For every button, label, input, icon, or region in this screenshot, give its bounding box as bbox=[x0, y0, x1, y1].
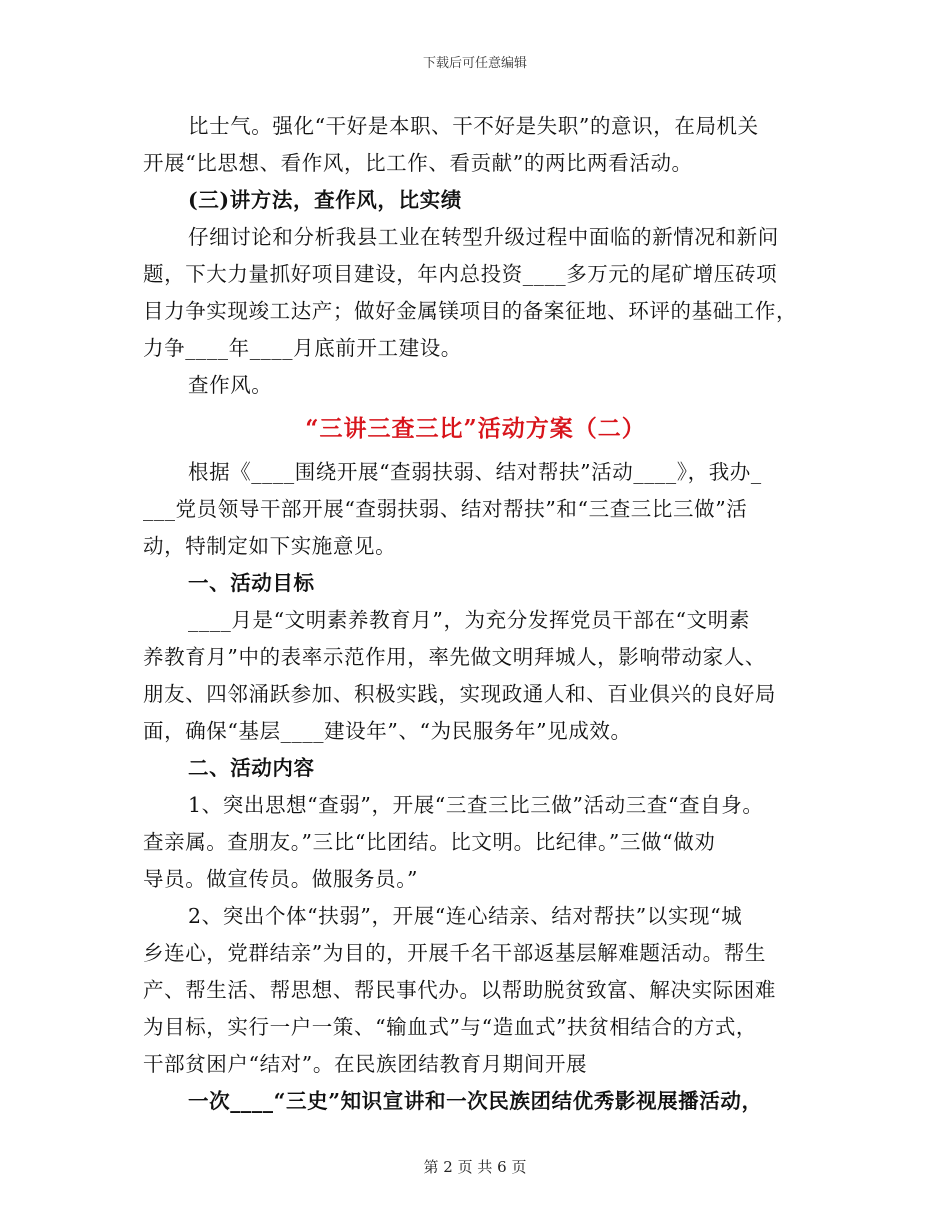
text-line: ___党员领导干部开展“查弱扶弱、结对帮扶”和“三查三比三做”活 bbox=[143, 497, 748, 521]
text-line: 目力争实现竣工达产；做好金属镁项目的备案征地、环评的基础工作， bbox=[143, 299, 798, 323]
heading-line: 二、活动内容 bbox=[188, 756, 315, 780]
document-body bbox=[143, 108, 808, 1120]
page-footer: 第 2 页 共 6 页 bbox=[423, 1158, 527, 1176]
text-line: 面，确保“基层____建设年”、“为民服务年”见成效。 bbox=[143, 719, 632, 743]
text-line: 查作风。 bbox=[188, 373, 273, 397]
text-line: 力争____年____月底前开工建设。 bbox=[143, 336, 462, 360]
text-line: 2、突出个体“扶弱”，开展“连心结亲、结对帮扶”以实现“城 bbox=[188, 904, 743, 928]
text-line: 养教育月”中的表率示范作用，率先做文明拜城人，影响带动家人、 bbox=[143, 645, 766, 669]
text-line: 乡连心，党群结亲”为目的，开展千名干部返基层解难题活动。帮生 bbox=[143, 941, 766, 965]
text-line: 朋友、四邻涌跃参加、积极实践，实现政通人和、百业俱兴的良好局 bbox=[143, 682, 776, 706]
text-line: 为目标，实行一户一策、“输血式”与“造血式”扶贫相结合的方式， bbox=[143, 1015, 758, 1039]
text-line: 导员。做宣传员。做服务员。” bbox=[143, 867, 419, 891]
text-block-top bbox=[143, 108, 808, 404]
text-line: 开展“比思想、看作风，比工作、看贡献”的两比两看活动。 bbox=[143, 151, 693, 175]
heading-line: 一、活动目标 bbox=[188, 571, 315, 595]
text-line: 查亲属。查朋友。”三比“比团结。比文明。比纪律。”三做“做劝 bbox=[143, 830, 716, 854]
text-line: 题，下大力量抓好项目建设，年内总投资____多万元的尾矿增压砖项 bbox=[143, 262, 778, 286]
text-line: 1、突出思想“查弱”，开展“三查三比三做”活动三查“查自身。 bbox=[188, 793, 764, 817]
text-line: 动，特制定如下实施意见。 bbox=[143, 534, 397, 558]
text-line: ____月是“文明素养教育月”，为充分发挥党员干部在“文明素 bbox=[188, 608, 750, 632]
text-block-bottom bbox=[143, 454, 808, 1120]
text-line: 仔细讨论和分析我县工业在转型升级过程中面临的新情况和新问 bbox=[188, 225, 779, 249]
page-header: 下载后可任意编辑 bbox=[422, 56, 527, 71]
text-line: 产、帮生活、帮思想、帮民事代办。以帮助脱贫致富、解决实际困难 bbox=[143, 978, 776, 1002]
heading-line: 一次____“三史”知识宣讲和一次民族团结优秀影视展播活动， bbox=[188, 1089, 763, 1113]
text-line: 比士气。强化“干好是本职、干不好是失职”的意识，在局机关 bbox=[188, 114, 759, 138]
heading-line: (三)讲方法，查作风，比实绩 bbox=[188, 188, 462, 212]
text-line: 干部贫困户“结对”。在民族团结教育月期间开展 bbox=[143, 1052, 588, 1076]
section-title: “三讲三查三比”活动方案（二） bbox=[305, 415, 646, 442]
text-line: 根据《____围绕开展“查弱扶弱、结对帮扶”活动____》，我办_ bbox=[188, 460, 762, 484]
